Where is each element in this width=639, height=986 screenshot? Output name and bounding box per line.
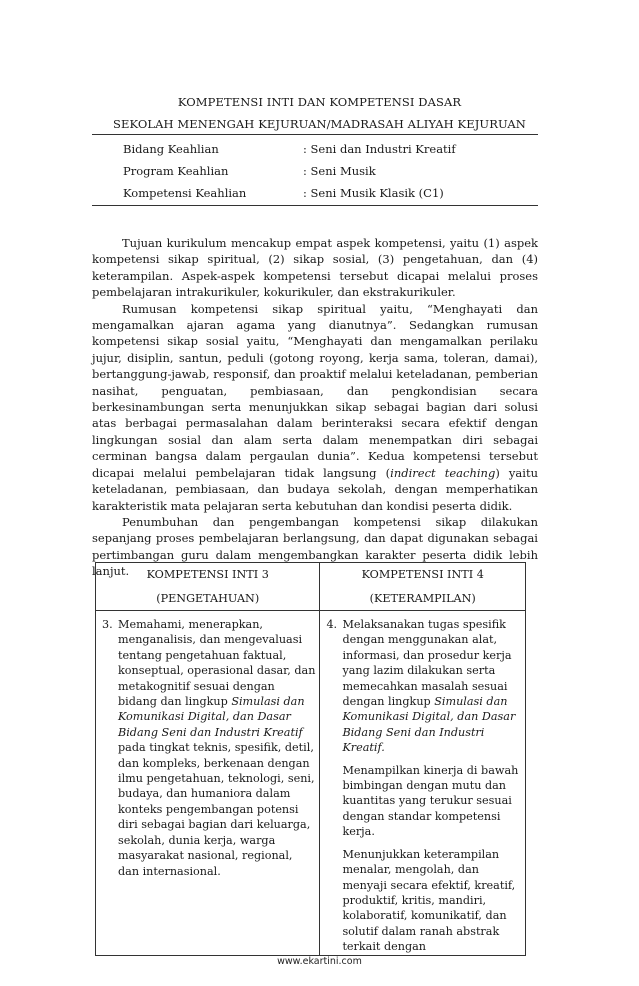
header-title: KOMPETENSI INTI 3 <box>146 568 269 581</box>
divider-bottom <box>92 205 538 206</box>
meta-value: : Seni Musik Klasik (C1) <box>303 186 444 200</box>
table-cell-ki4 <box>320 611 526 956</box>
intro-paragraph-3: Penumbuhan dan pengembangan kompetensi sikap dilakukan sepanjang proses pembelajaran berlangsung, dan dapat digunakan sebagai pertimbangan guru dalam mengembangkan karakter peserta didik lebih lanjut. <box>92 514 538 579</box>
intro-emphasis: indirect teaching <box>390 465 496 480</box>
list-item <box>102 617 315 879</box>
meta-value: : Seni Musik <box>303 164 376 178</box>
item-number: 4. <box>326 618 338 631</box>
item-number: 3. <box>102 618 113 631</box>
item-text-part: Memahami, menerapkan, menganalisis, dan mengevaluasi tentang pengetahuan faktual, konseptual, operasional dasar, dan metakognitif sesuai dengan bidang dan lingkup <box>118 618 316 709</box>
intro-paragraph-2 <box>92 301 538 514</box>
document-subtitle: SEKOLAH MENENGAH KEJURUAN/MADRASAH ALIYAH KEJURUAN <box>113 117 526 131</box>
item-text: Menampilkan kinerja di bawah bimbingan dengan mutu dan kuantitas yang terukur sesuai dengan standar kompetensi kerja. <box>342 763 519 839</box>
item-text: Menunjukkan keterampilan menalar, mengolah, dan menyaji secara efektif, kreatif, produktif, kritis, mandiri, kolaboratif, komunikatif, dan solutif dalam ranah abstrak terkait dengan <box>342 847 516 954</box>
intro-body <box>92 235 538 580</box>
item-text-part: pada tingkat teknis, spesifik, detil, dan kompleks, berkenaan dengan ilmu pengetahuan, teknologi, seni, budaya, dan humaniora dalam konteks pengembangan potensi diri sebagai bagian dari keluarga, sekolah, dunia kerja, warga masyarakat nasional, regional, dan internasional. <box>118 741 315 878</box>
item-text <box>118 617 315 879</box>
item-text-part: Melaksanakan tugas spesifik dengan menggunakan alat, informasi, dan prosedur kerja yang lazim dilakukan serta memecahkan masalah sesuai dengan lingkup <box>342 618 512 709</box>
table-row <box>96 611 526 956</box>
item-emphasis: Simulasi dan Komunikasi Digital, dan Dasar Bidang Seni dan Industri Kreatif <box>118 695 305 739</box>
table-header-ki4 <box>320 563 526 611</box>
meta-label: Kompetensi Keahlian <box>123 186 247 200</box>
document-title: KOMPETENSI INTI DAN KOMPETENSI DASAR <box>177 95 462 109</box>
meta-label: Bidang Keahlian <box>123 142 219 156</box>
header-subtitle: (PENGETAHUAN) <box>156 592 260 605</box>
table-header-row <box>96 563 526 611</box>
header-subtitle: (KETERAMPILAN) <box>369 592 476 605</box>
item-text <box>342 617 521 756</box>
intro-text: ) yaitu keteladanan, pembiasaan, dan budaya sekolah, dengan memperhatikan karakteristik mata pelajaran serta kebutuhan dan kondisi peserta didik. <box>92 465 538 513</box>
table-cell-ki3 <box>96 611 320 956</box>
competency-table <box>95 562 526 956</box>
meta-value: : Seni dan Industri Kreatif <box>303 142 456 156</box>
intro-text: Rumusan kompetensi sikap spiritual yaitu, “Menghayati dan mengamalkan ajaran agama yang dianutnya”. Sedangkan rumusan kompetensi sikap sosial yaitu, “Menghayati dan mengamalkan perilaku jujur, disiplin, santun, peduli (gotong royong, kerja sama, toleran, damai), bertanggung-jawab, responsif, dan proaktif melalui keteladanan, pemberian nasihat, penguatan, pembiasaan, dan pengkondisian secara berkesinambungan serta menunjukkan sikap sebagai bagian dari solusi atas berbagai permasalahan dalam berinteraksi secara efektif dengan lingkungan sosial dan alam serta dalam menempatkan diri sebagai cerminan bangsa dalam pergaulan dunia”. Kedua kompetensi tersebut dicapai melalui pembelajaran tidak langsung ( <box>92 301 538 480</box>
divider-top <box>92 134 538 135</box>
header-title: KOMPETENSI INTI 4 <box>361 568 484 581</box>
list-item <box>326 617 521 955</box>
intro-paragraph-1: Tujuan kurikulum mencakup empat aspek kompetensi, yaitu (1) aspek kompetensi sikap spiritual, (2) sikap sosial, (3) pengetahuan, dan (4) keterampilan. Aspek-aspek kompetensi tersebut dicapai melalui proses pembelajaran intrakurikuler, kokurikuler, dan ekstrakurikuler. <box>92 236 538 300</box>
table-header-ki3 <box>96 563 320 611</box>
footer-url: www.ekartini.com <box>277 956 362 967</box>
meta-label: Program Keahlian <box>123 164 229 178</box>
item-emphasis: Simulasi dan Komunikasi Digital, dan Dasar Bidang Seni dan Industri Kreatif. <box>342 695 516 755</box>
